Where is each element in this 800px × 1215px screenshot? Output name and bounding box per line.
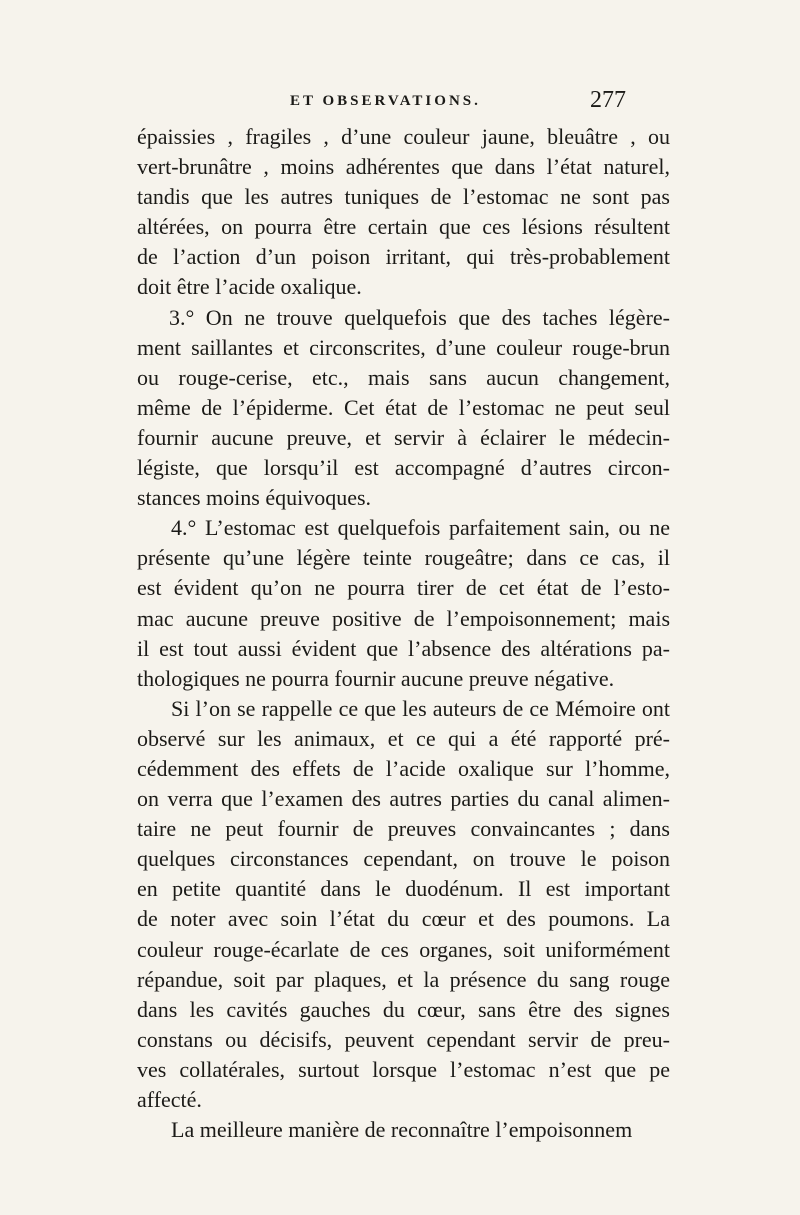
- text-line: affecté.: [137, 1087, 202, 1112]
- text-line: épaissies , fragiles , d’une couleur jaune, bleuâtre , ou: [137, 124, 670, 149]
- text-line: légiste, que lorsqu’il est accompagné d’autres circon-: [137, 455, 670, 481]
- text-line: on verra que l’examen des autres parties du canal alimen-: [137, 786, 670, 812]
- text-line: doit être l’acide oxalique.: [137, 274, 362, 300]
- text-line: de l’action d’un poison irritant, qui très-probablement: [137, 244, 670, 270]
- text-line: altérées, on pourra être certain que ces lésions résultent: [137, 214, 670, 240]
- paragraph-start-line: Si l’on se rappelle ce que les auteurs de ce Mémoire ont: [171, 695, 670, 721]
- text-line: il est tout aussi évident que l’absence des altérations pa-: [137, 635, 670, 661]
- text-line: cédemment des effets de l’acide oxalique sur l’homme,: [137, 755, 670, 781]
- text-line: répandue, soit par plaques, et la présence du sang rouge: [137, 966, 670, 992]
- text-line: tandis que les autres tuniques de l’estomac ne sont pas: [137, 184, 670, 210]
- text-line: est évident qu’on ne pourra tirer de cet état de l’esto-: [137, 575, 670, 601]
- text-line: ment saillantes et circonscrites, d’une couleur rouge-brun: [137, 334, 670, 360]
- paragraph-start-line: La meilleure manière de reconnaître l’empoisonnem: [171, 1117, 633, 1143]
- text-line: ou rouge-cerise, etc., mais sans aucun changement,: [137, 364, 670, 390]
- text-line: vert-brunâtre , moins adhérentes que dans l’état naturel,: [137, 154, 670, 180]
- text-line: observé sur les animaux, et ce qui a été rapporté pré-: [137, 725, 670, 751]
- text-line: de noter avec soin l’état du cœur et des poumons. La: [137, 906, 670, 932]
- text-line: même de l’épiderme. Cet état de l’estomac ne peut seul: [137, 394, 670, 420]
- text-line: thologiques ne pourra fournir aucune preuve négative.: [137, 665, 615, 691]
- text-line: dans les cavités gauches du cœur, sans être des signes: [137, 996, 670, 1022]
- text-line: constans ou décisifs, peuvent cependant servir de preu-: [137, 1026, 670, 1052]
- text-line: taire ne peut fournir de preuves convaincantes ; dans: [137, 816, 670, 842]
- text-line: mac aucune preuve positive de l’empoisonnement; mais: [137, 605, 670, 631]
- page-number: 277: [590, 87, 626, 113]
- text-line: quelques circonstances cependant, on trouve le poison: [137, 846, 670, 872]
- running-head: [0, 87, 800, 117]
- paragraph-start-line: 3.° On ne trouve quelquefois que des taches légère-: [169, 304, 670, 330]
- text-line: ves collatérales, surtout lorsque l’estomac n’est que pe: [137, 1056, 670, 1082]
- text-line: en petite quantité dans le duodénum. Il est important: [137, 876, 670, 902]
- body-text: [137, 122, 670, 1145]
- text-line: fournir aucune preuve, et servir à éclairer le médecin-: [137, 424, 670, 450]
- text-line: présente qu’une légère teinte rougeâtre; dans ce cas, il: [137, 545, 670, 571]
- text-line: stances moins équivoques.: [137, 485, 372, 511]
- running-title: ET OBSERVATIONS.: [290, 93, 481, 109]
- paragraph-start-line: 4.° L’estomac est quelquefois parfaitement sain, ou ne: [171, 515, 670, 541]
- text-line: couleur rouge-écarlate de ces organes, soit uniformément: [137, 936, 670, 962]
